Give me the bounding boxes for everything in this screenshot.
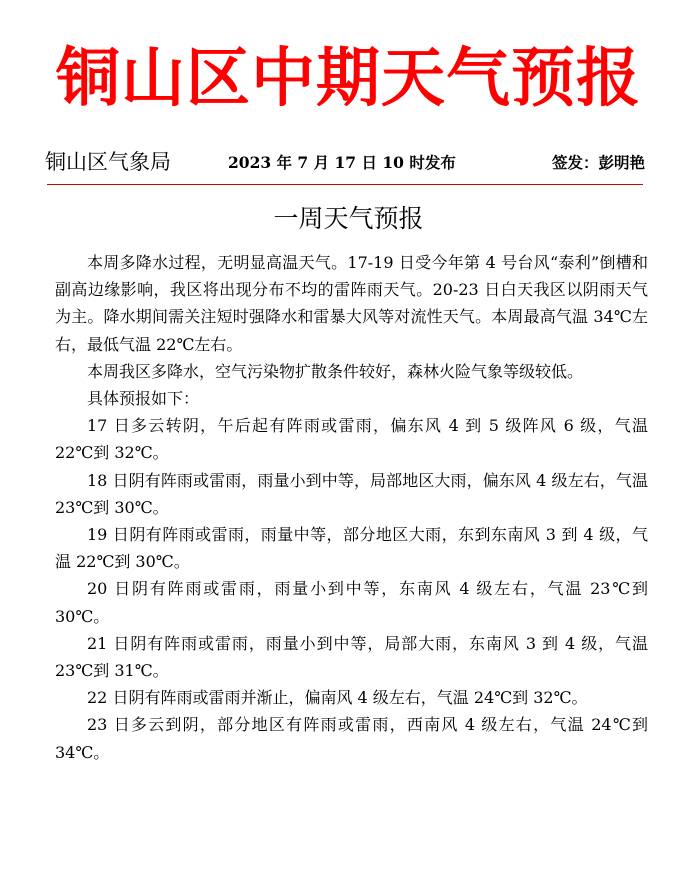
issue-time: 2023 年 7 月 17 日 10 时发布 [228, 153, 456, 172]
signer: 签发：彭明艳 [551, 153, 645, 172]
masthead-title: 铜山区中期天气预报 [56, 41, 641, 116]
header-divider [47, 184, 643, 185]
issuer-name: 铜山区气象局 [45, 150, 171, 174]
paragraph-day-23: 23 日多云到阴，部分地区有阵雨或雷雨，西南风 4 级左右，气温 24℃到 34℃。 [55, 715, 648, 762]
paragraph-day-20: 20 日阴有阵雨或雷雨，雨量小到中等，东南风 4 级左右，气温 23℃到 30℃。 [55, 579, 648, 626]
meta-row [45, 146, 645, 180]
paragraph-day-22: 22 日阴有阵雨或雷雨并渐止，偏南风 4 级左右，气温 24℃到 32℃。 [87, 688, 588, 708]
paragraph-air-quality: 本周我区多降水，空气污染物扩散条件较好，森林火险气象等级较低。 [87, 361, 584, 381]
paragraph-intro: 具体预报如下： [87, 389, 200, 409]
forecast-body [55, 249, 648, 766]
document-title: 一周天气预报 [273, 204, 424, 233]
paragraph-day-19: 19 日阴有阵雨或雷雨，雨量中等，部分地区大雨，东到东南风 3 到 4 级，气温 22℃到 30℃。 [55, 525, 648, 572]
paragraph-summary: 本周多降水过程，无明显高温天气。17-19 日受今年第 4 号台风“泰利”倒槽和副高边缘影响，我区将出现分布不均的雷阵雨天气。20-23 日白天我区以阴雨天气为主。降水期间需关注短时强降水和雷暴大风等对流性天气。本周最高气温 34℃左右，最低气温 22℃左右。 [55, 253, 648, 354]
paragraph-day-21: 21 日阴有阵雨或雷雨，雨量小到中等，局部大雨，东南风 3 到 4 级，气温 23℃到 31℃。 [55, 633, 648, 681]
paragraph-day-17: 17 日多云转阴，午后起有阵雨或雷雨，偏东风 4 到 5 级阵风 6 级，气温 22℃到 32℃。 [55, 416, 648, 463]
paragraph-day-18: 18 日阴有阵雨或雷雨，雨量小到中等，局部地区大雨，偏东风 4 级左右，气温 23℃到 30℃。 [55, 470, 648, 517]
